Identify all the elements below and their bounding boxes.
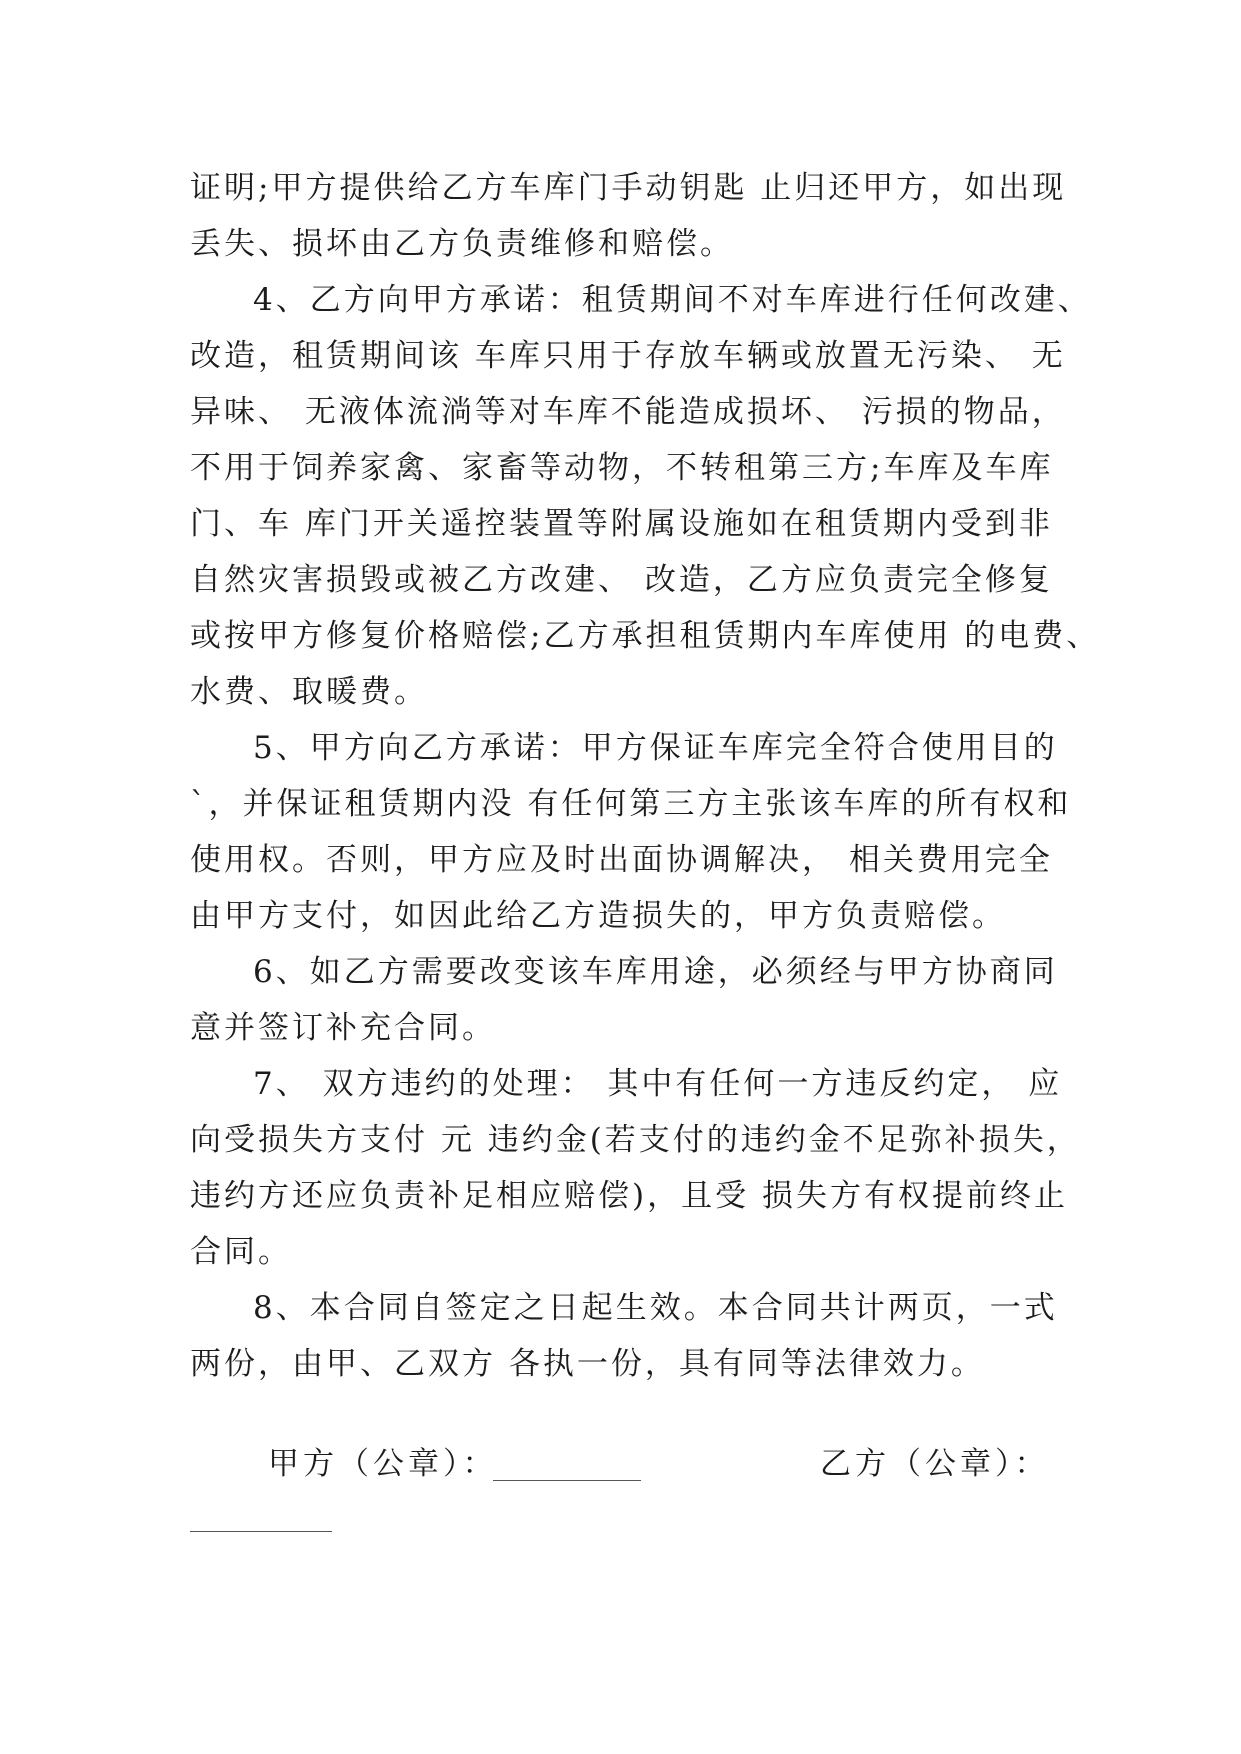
text-line: 意并签订补充合同。 — [190, 1010, 496, 1046]
party-b-seal-label: 乙方（公章）： — [820, 1446, 1050, 1482]
clause-7-start: 7、 双方违约的处理： 其中有任何一方违反约定， 应 — [253, 1066, 1063, 1102]
clause-4-start: 4、乙方向甲方承诺：租赁期间不对车库进行任何改建、 — [253, 282, 1092, 318]
text-line: 违约方还应负责补足相应赔偿)，且受 损失方有权提前终止 — [190, 1178, 1068, 1214]
clause-5-start: 5、甲方向乙方承诺：甲方保证车库完全符合使用目的 — [253, 730, 1058, 766]
text-line: 由甲方支付，如因此给乙方造损失的，甲方负责赔偿。 — [190, 898, 1006, 934]
clause-6-start: 6、如乙方需要改变该车库用途，必须经与甲方协商同 — [253, 954, 1058, 990]
text-line: 合同。 — [190, 1234, 292, 1270]
text-line: 向受损失方支付 元 违约金(若支付的违约金不足弥补损失， — [190, 1122, 1081, 1158]
text-line: 不用于饲养家禽、家畜等动物，不转租第三方;车库及车库 — [190, 450, 1054, 486]
text-line: 水费、取暖费。 — [190, 674, 428, 710]
party-a-seal-label: 甲方（公章）： — [268, 1446, 498, 1482]
text-line: 丢失、损坏由乙方负责维修和赔偿。 — [190, 226, 734, 262]
clause-8-start: 8、本合同自签定之日起生效。本合同共计两页，一式 — [253, 1290, 1058, 1326]
text-line: 两份，由甲、乙双方 各执一份，具有同等法律效力。 — [190, 1346, 985, 1382]
text-line: 自然灾害损毁或被乙方改建、 改造，乙方应负责完全修复 — [190, 562, 1053, 598]
text-line: `，并保证租赁期内没 有任何第三方主张该车库的所有权和 — [190, 786, 1072, 822]
text-line: 或按甲方修复价格赔偿;乙方承担租赁期内车库使用 的电费、 — [190, 618, 1101, 654]
party-b-signature-blank — [190, 1531, 332, 1532]
text-line: 改造，租赁期间该 车库只用于存放车辆或放置无污染、 无 — [190, 338, 1066, 374]
text-line: 证明;甲方提供给乙方车库门手动钥匙 止归还甲方，如出现 — [190, 170, 1067, 206]
text-line: 门、车 库门开关遥控装置等附属设施如在租赁期内受到非 — [190, 506, 1053, 542]
text-line: 使用权。否则，甲方应及时出面协调解决， 相关费用完全 — [190, 842, 1053, 878]
party-a-signature-blank — [493, 1480, 641, 1481]
text-line: 异味、 无液体流淌等对车库不能造成损坏、 污损的物品， — [190, 394, 1066, 430]
